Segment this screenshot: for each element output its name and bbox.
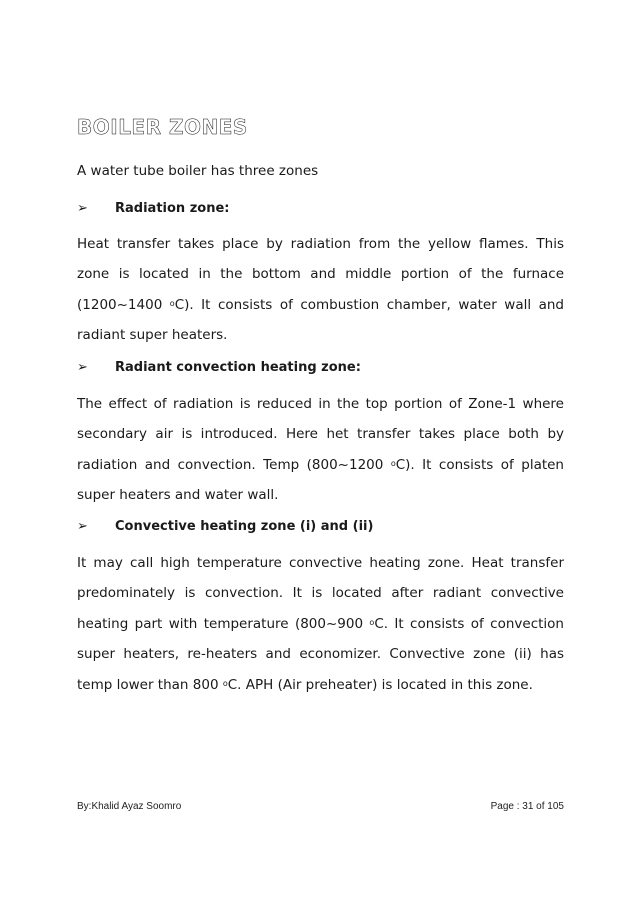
footer-author: By:Khalid Ayaz Soomro <box>77 801 182 812</box>
section-paragraph-convective <box>77 548 564 700</box>
section-paragraph-radiation <box>77 229 564 350</box>
degree-mark: o <box>390 459 396 468</box>
paragraph-text: C). It consists of platen super heaters and water wall. <box>77 457 564 503</box>
degree-mark: o <box>369 618 375 627</box>
intro-text: A water tube boiler has three zones <box>77 163 319 179</box>
footer-page-number: Page : 31 of 105 <box>490 801 564 812</box>
paragraph-text: The effect of radiation is reduced in the top portion of Zone-1 where secondary air is introduced. Here het transfer takes place both by radiation and convection. Temp (800~1200 <box>77 396 564 473</box>
degree-mark: o <box>169 299 175 308</box>
section-heading-radiation <box>77 200 229 218</box>
section-paragraph-radiant-convection <box>77 389 564 510</box>
section-heading-label: Convective heating zone (i) and (ii) <box>115 519 374 534</box>
arrow-bullet-icon: ➢ <box>77 360 88 375</box>
section-heading-radiant-convection <box>77 359 361 377</box>
page-title: BOILER ZONES <box>77 115 248 139</box>
section-heading-convective <box>77 518 373 536</box>
paragraph-text: C. APH (Air preheater) is located in this zone. <box>227 677 533 693</box>
paragraph-text: C). It consists of combustion chamber, water wall and radiant super heaters. <box>77 297 564 343</box>
paragraph-text: It may call high temperature convective heating zone. Heat transfer predominately is convection. It is located after radiant convective heating part with temperature (800~900 <box>77 555 564 632</box>
arrow-bullet-icon: ➢ <box>77 519 88 534</box>
page-footer <box>77 801 564 812</box>
paragraph-text: C. It consists of convection super heaters, re-heaters and economizer. Convective zone (ii) has temp lower than 800 <box>77 616 564 693</box>
arrow-bullet-icon: ➢ <box>77 201 88 216</box>
section-heading-label: Radiation zone: <box>115 201 230 216</box>
paragraph-text: Heat transfer takes place by radiation from the yellow flames. This zone is located in the bottom and middle portion of the furnace (1200~1400 <box>77 236 564 313</box>
section-heading-label: Radiant convection heating zone: <box>115 360 361 375</box>
degree-mark: o <box>222 679 228 688</box>
